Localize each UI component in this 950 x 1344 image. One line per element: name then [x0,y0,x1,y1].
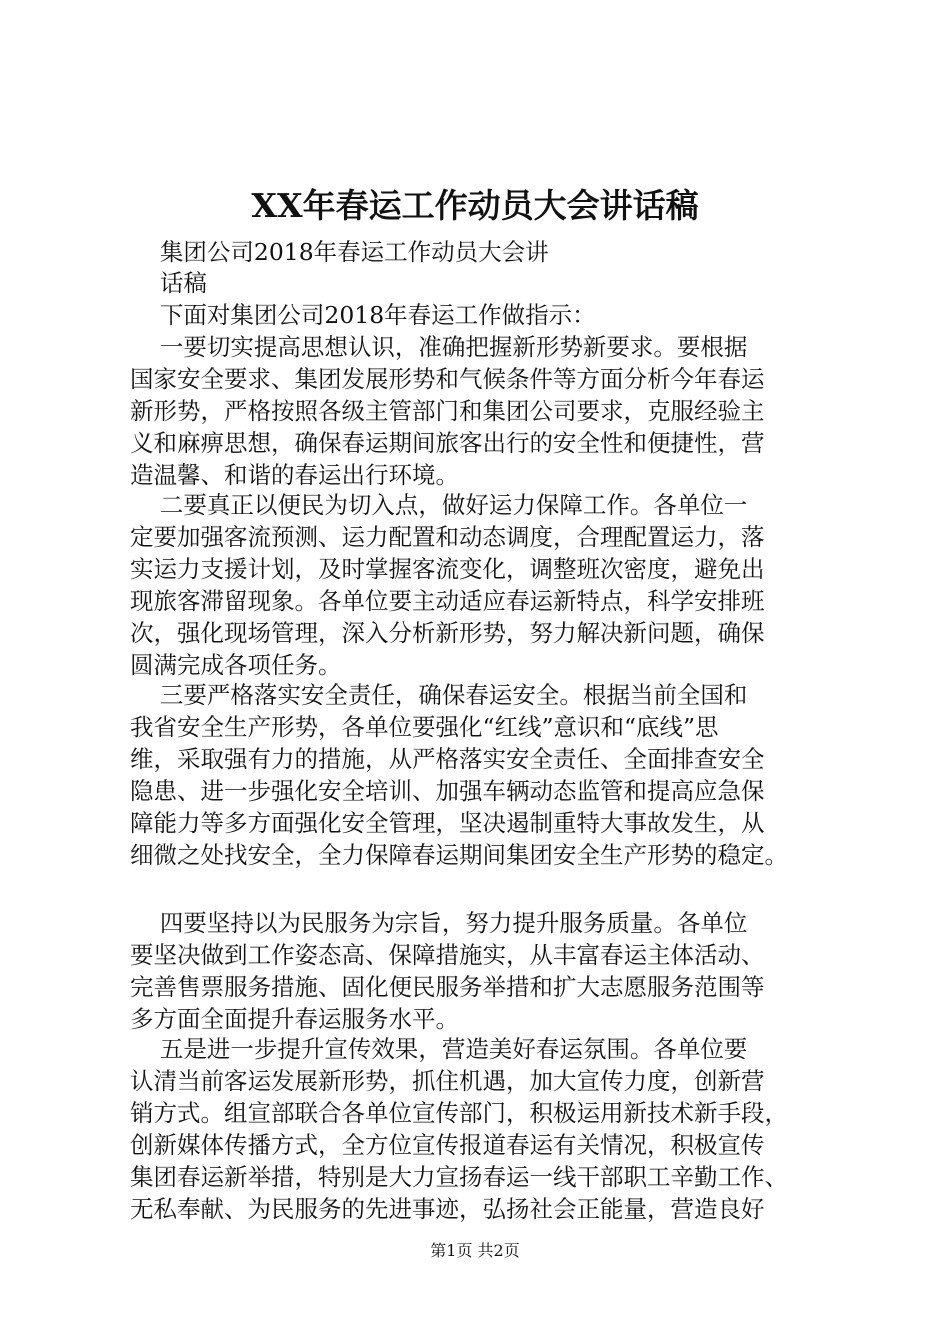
text-line: 国家安全要求、集团发展形势和气候条件等方面分析今年春运 [130,365,765,393]
text-line: 集团春运新举措，特别是大力宣扬春运一线干部职工辛勤工作、 [130,1163,788,1191]
text-line: 要坚决做到工作姿态高、保障措施实，从丰富春运主体活动、 [130,941,765,969]
text-line: 障能力等多方面强化安全管理，坚决遏制重特大事故发生，从 [130,809,765,837]
text-line: 新形势，严格按照各级主管部门和集团公司要求，克服经验主 [130,397,765,425]
text-line: 我省安全生产形势，各单位要强化“红线”意识和“底线”思 [130,713,719,741]
text-line: 多方面全面提升春运服务水平。 [130,1005,459,1033]
text-line: 维，采取强有力的措施，从严格落实安全责任、全面排查安全 [130,745,765,773]
text-line: 圆满完成各项任务。 [130,651,342,679]
text-line: 销方式。组宣部联合各单位宣传部门，积极运用新技术新手段， [130,1099,788,1127]
text-line: 创新媒体传播方式，全方位宣传报道春运有关情况，积极宣传 [130,1131,765,1159]
text-line: 实运力支援计划，及时掌握客流变化，调整班次密度，避免出 [130,555,765,583]
text-line: 现旅客滞留现象。各单位要主动适应春运新特点，科学安排班 [130,587,765,615]
text-line: 完善售票服务措施、固化便民服务举措和扩大志愿服务范围等 [130,973,765,1001]
text-line: 认清当前客运发展新形势，抓住机遇，加大宣传力度，创新营 [130,1067,765,1095]
text-line: 一要切实提高思想认识，准确把握新形势新要求。要根据 [130,333,748,361]
text-line: 五是进一步提升宣传效果，营造美好春运氛围。各单位要 [130,1035,748,1063]
text-line: 定要加强客流预测、运力配置和动态调度，合理配置运力，落 [130,523,765,551]
text-line: 下面对集团公司2018年春运工作做指示： [130,301,596,329]
page-number-footer: 第1页 共2页 [430,1241,520,1260]
text-line: 话稿 [130,269,207,297]
text-line: 隐患、进一步强化安全培训、加强车辆动态监管和提高应急保 [130,777,765,805]
text-line: 无私奉献、为民服务的先进事迹，弘扬社会正能量，营造良好 [130,1195,765,1223]
text-line: 四要坚持以为民服务为宗旨，努力提升服务质量。各单位 [130,909,748,937]
text-line: 次，强化现场管理，深入分析新形势，努力解决新问题，确保 [130,619,765,647]
text-line: 造温馨、和谐的春运出行环境。 [130,461,459,489]
text-line: 集团公司2018年春运工作动员大会讲 [130,238,549,266]
text-line: 义和麻痹思想，确保春运期间旅客出行的安全性和便捷性，营 [130,429,765,457]
text-line: 三要严格落实安全责任，确保春运安全。根据当前全国和 [130,681,748,709]
document-title: XX年春运工作动员大会讲话稿 [251,186,699,225]
text-line: 细微之处找安全，全力保障春运期间集团安全生产形势的稳定。 [130,841,788,869]
text-line: 二要真正以便民为切入点，做好运力保障工作。各单位一 [130,491,748,519]
